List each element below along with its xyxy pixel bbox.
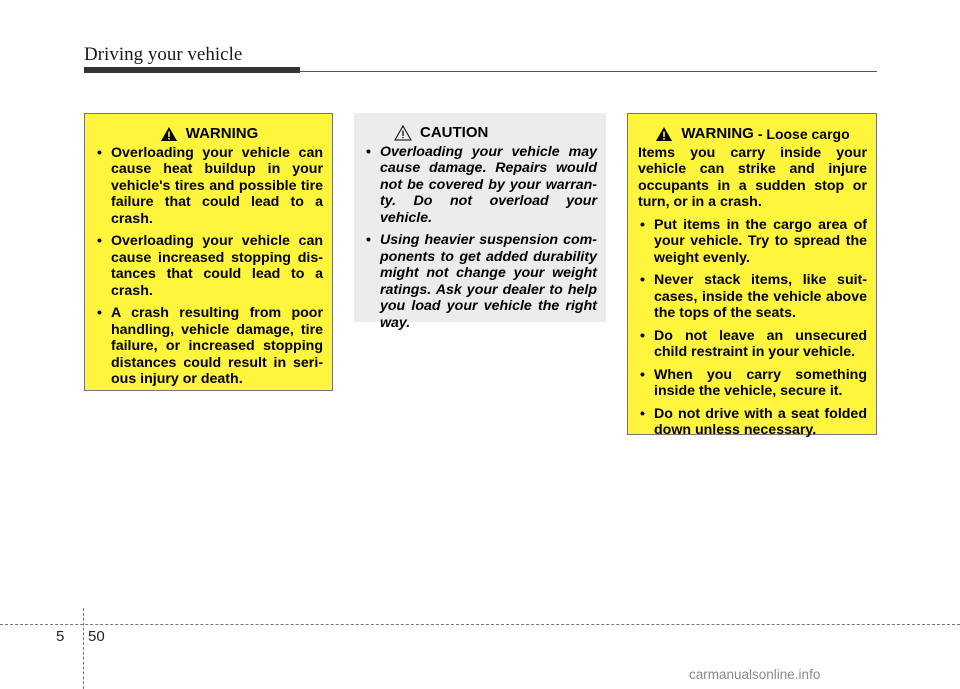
list-item: • Overloading your vehicle can cause increased stopping dis-tances that could lead to a crash. <box>95 233 323 299</box>
warning-title: WARNING <box>185 125 259 142</box>
warning-triangle-icon <box>160 126 178 142</box>
caution-title: CAUTION <box>420 124 489 141</box>
list-item: • Do not drive with a seat folded down unless necessary. <box>638 406 867 439</box>
header-rule-thick <box>84 67 300 73</box>
list-item: • Put items in the cargo area of your vehicle. Try to spread the weight evenly. <box>638 217 867 267</box>
warning-title: WARNING <box>681 125 754 142</box>
caution-box-header <box>364 125 597 142</box>
warning-list <box>638 217 867 439</box>
chapter-number: 5 <box>56 628 65 645</box>
watermark: carmanualsonline.info <box>689 667 821 682</box>
list-item: • A crash resulting from poor handling, vehicle damage, tire failure, or increased stopping distances could result in seri-ous injury or death. <box>95 305 323 388</box>
warning-box-header <box>95 126 323 143</box>
warning-list <box>95 145 323 388</box>
list-item: • Using heavier suspension com-ponents to get added durability might not change your weight ratings. Ask your dealer to help you load your vehicle the right way. <box>364 232 597 331</box>
warning-triangle-icon <box>655 126 673 142</box>
page-number: 50 <box>88 628 105 645</box>
header-rule-thin <box>300 71 877 72</box>
warning-subtitle: - Loose cargo <box>757 126 850 142</box>
warning-box-loose-cargo <box>627 113 877 438</box>
list-item: • Overloading your vehicle can cause heat buildup in your vehicle's tires and possible tire failure that could lead to a crash. <box>95 145 323 228</box>
list-item: • Never stack items, like suit-cases, inside the vehicle above the tops of the seats. <box>638 272 867 322</box>
page-header-title: Driving your vehicle <box>84 44 243 65</box>
footer-vertical-rule <box>83 608 84 689</box>
warning-intro: Items you carry inside your vehicle can strike and injure occupants in a sudden stop or turn, or in a crash. <box>638 144 867 210</box>
warning-box-header <box>638 126 867 143</box>
list-item: • Do not leave an unsecured child restraint in your vehicle. <box>638 328 867 361</box>
caution-box-overloading <box>354 113 606 331</box>
caution-triangle-outline-icon <box>394 125 412 141</box>
footer-rule <box>0 624 960 625</box>
caution-list <box>364 144 597 332</box>
warning-box-overloading <box>84 113 333 391</box>
list-item: • When you carry something inside the vehicle, secure it. <box>638 367 867 400</box>
list-item: • Overloading your vehicle may cause damage. Repairs would not be covered by your warran-ty. Do not overload your vehicle. <box>364 144 597 227</box>
